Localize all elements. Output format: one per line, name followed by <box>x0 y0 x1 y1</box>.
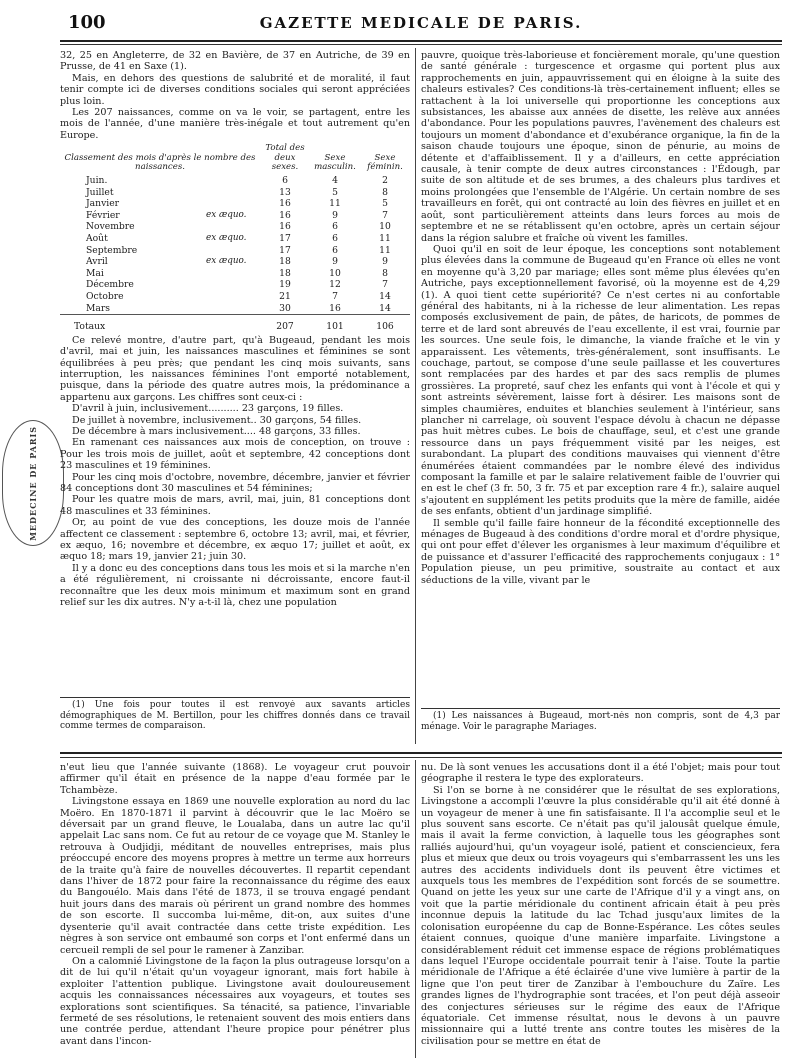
table-body <box>60 175 410 333</box>
female-cell: 9 <box>382 256 388 268</box>
paragraph: Livingstone essaya en 1869 une nouvelle exploration au nord du lac Moëro. En 1870-1871 il parvint à découvrir que le lac Moëro se déversait par un grand fleuve, le Loualaba, dans un autre lac qu'il appelait Lac sans nom. Ce fut au retour de ce voyage que M. Stanley le retrouva à Oudjidji, méditant de nouvelles entreprises, mais plus préoccupé encore des moyens propres à mettre un terme aux horreurs de la traite qu'à faire de nouvelles découvertes. Il repartit cependant dans l'hiver de 1872 pour faire la reconnaissance du régime des eaux du Bangouélo. Mais dans l'été de 1873, il se trouva engagé pendant huit jours dans des marais où périrent un grand nombre des hommes de son escorte. Il succomba lui-même, dit-on, aux suites d'une dysenterie qu'il avait contractée dans cette triste expédition. Les nègres à son service ont embaumé son corps et l'ont enfermé dans un cercueil rempli de sel pour le ramener à Zanzibar. <box>60 796 410 956</box>
total-cell: 30 <box>279 302 291 314</box>
month-cell: Mai <box>86 267 104 279</box>
month-cell: Mars <box>86 302 110 314</box>
table-row <box>60 198 410 210</box>
female-cell: 8 <box>382 267 388 279</box>
table-row <box>60 245 410 257</box>
column-header: Classement des mois d'après le nombre des naissances. <box>64 152 256 173</box>
note-cell <box>204 303 260 315</box>
footnote: (1) Une fois pour toutes il est renvoyé aux savants articles démographiques de M. Bertillon, pour les chiffres donnés dans ce travail comme termes de comparaison. <box>60 700 410 732</box>
male-cell: 10 <box>329 267 341 279</box>
page-header <box>60 12 782 38</box>
paragraph: nu. De là sont venues les accusations dont il a été l'objet; mais pour tout géographe il restera le type des explorateurs. <box>421 762 780 785</box>
note-cell <box>204 198 260 210</box>
month-cell: Juin. <box>86 175 108 187</box>
table-row <box>60 268 410 280</box>
paragraph: Mais, en dehors des questions de salubrité et de moralité, il faut tenir compte ici de diverses conditions sociales qui seront appréciées plus loin. <box>60 72 410 107</box>
total-label-cell: Totaux <box>60 315 204 333</box>
library-stamp <box>2 420 64 546</box>
total-cell: 13 <box>279 186 291 198</box>
paragraph: Pour les cinq mois d'octobre, novembre, décembre, janvier et février 84 conceptions dont 30 masculines et 54 féminines; <box>60 471 410 495</box>
month-cell: Avril <box>86 256 108 268</box>
female-cell: 5 <box>382 198 388 210</box>
female-cell: 7 <box>382 279 388 291</box>
table-row <box>60 187 410 199</box>
female-cell: 11 <box>379 244 391 256</box>
female-cell: 14 <box>379 290 391 302</box>
stamp-label: MEDECINE DE PARIS <box>28 425 38 541</box>
paragraph: Quoi qu'il en soit de leur époque, les conceptions sont notablement plus élevées dans la commune de Bugeaud qu'en France où elles ne vont en moyenne qu'à 3,20 par mariage; elles sont même plus élevées qu'en Autriche, pays exceptionnellement favorisé, où la moyenne est de 4,29 (1). A quoi tient cette supériorité? Ce n'est certes ni au confortable général des habitants, ni à la richesse de leur alimentation. Les repas composés exclusivement de pain, de pâtes, de haricots, de pommes de terre et de lard sont abreuvés de l'eau excellente, il est vrai, fournie par les sources. Une seule fois, le dimanche, la viande fraîche et le vin y apparaissent. Les vêtements, très-généralement, sont insuffisants. Le couchage, partout, se compose d'une seule paillasse et les couvertures sont remplacées par des hardes et par des sacs remplis de plumes grossières. La propreté, sauf chez les enfants qui vont à l'école et qui y sont astreints sévèrement, laisse fort à désirer. Les maisons sont de simples chaumières, enduites et blanchies seulement à l'intérieur, sans plancher ni carrelage, où souvent l'espace dévolu à chacun ne dépasse pas huit mètres cubes. Le bois de chauffage, seul, et c'est une grande ressource dans un pays fréquemment visité par les neiges, est surabondant. La plupart des conditions mauvaises qui viennent d'être énumérées étaient commandées par le nombre élevé des individus composant la famille et par le salaire relativement faible de l'ouvrier qui en est le chef (3 fr. 50, 3 fr. 75 et par exception rare 4 fr.), salaire auquel s'ajoutent en supplément les petits produits que la mère de famille, aidée de ses enfants, obtient d'un jardinage simplifié. <box>421 243 780 518</box>
female-cell: 106 <box>360 315 410 333</box>
table-row <box>60 256 410 268</box>
month-cell: Février <box>86 209 120 221</box>
section-rule-thin <box>60 757 782 758</box>
paragraph: Il semble qu'il faille faire honneur de la fécondité exceptionnelle des ménages de Bugeaud à des conditions d'ordre moral et d'ordre physique, qui ont pour effet d'élever les organismes à leur maximum d'équilibre et de puissance et d'assurer l'efficacité des rapprochements conjugaux : 1° Population pieuse, un peu primitive, soustraite au contact et aux séductions de la ville, vivant par le <box>421 517 780 586</box>
male-cell: 9 <box>332 209 338 221</box>
total-cell: 16 <box>279 198 291 210</box>
header-rule-thin <box>60 44 782 45</box>
paragraph: Or, au point de vue des conceptions, les douze mois de l'année affectent ce classement : septembre 6, octobre 13; avril, mai, et février, ex æquo, 16; novembre et décembre, ex æquo 17; juillet et août, ex æquo 18; mars 19, janvier 21; juin 30. <box>60 517 410 563</box>
paragraph: Si l'on se borne à ne considérer que le résultat de ses explorations, Livingstone a accompli l'œuvre la plus considérable qu'il ait été donné à un voyageur de mener à une fin satisfaisante. Il l'a accomplie seul et le plus souvent sans escorte. Ce n'était pas qu'il jalousât quelque émule, mais il avait la ferme conviction, à laquelle tous les géographes sont ralliés aujourd'hui, qu'un voyageur isolé, patient et consciencieux, fera plus et mieux que deux ou trois voyageurs qui s'embarrassent les uns les autres des accidents individuels dont ils peuvent être victimes et auxquels tous les membres de l'expédition sont forcés de se soumettre. Quand on jette les yeux sur une carte de l'Afrique d'il y a vingt ans, on voit que la partie méridionale du continent africain était à peu près inconnue depuis la latitude du lac Tchad jusqu'aux limites de la colonisation européenne du cap de Bonne-Espérance. Les côtes seules étaient connues, quoique d'une manière imparfaite. Livingstone a considérablement réduit cet immense espace de régions problématiques dans lequel l'Europe occidentale pourrait tenir à l'aise. Toute la partie méridionale de l'Afrique a été éclairée d'une vive lumière à partir de la ligne que l'on peut tirer de Zanzibar à l'embouchure du Zaïre. Les grandes lignes de l'hydrographie sont tracées, et l'on peut déjà asseoir des conjectures sérieuses sur le régime des eaux de l'Afrique équatoriale. Cet immense résultat, nous le devons à un pauvre missionnaire qui a lutté trente ans contre toutes les misères de la civilisation pour se mettre en état de <box>421 784 780 1047</box>
spacer-cell <box>204 315 260 333</box>
page-number: 100 <box>68 12 106 33</box>
paragraph: On a calomnié Livingstone de la façon la plus outrageuse lorsqu'on a dit de lui qu'il n'était qu'un voyageur ignorant, mais fort habile à exploiter l'attention publique. Livingstone avait douloureusement acquis les connaissances nécessaires aux voyageurs, et toutes ses explorations sont scientifiques. Sa ténacité, sa patience, l'invariable fermeté de ses résolutions, le retenaient souvent des mois entiers dans une contrée perdue, attendant l'heure propice pour pénétrer plus avant dans l'incon- <box>60 955 410 1047</box>
male-cell: 7 <box>332 290 338 302</box>
month-cell: Janvier <box>86 198 120 210</box>
column-header: Sexe masculin. <box>314 152 356 173</box>
column-header: Total des deux sexes. <box>265 143 305 173</box>
table-row <box>60 210 410 222</box>
column-header: Sexe féminin. <box>367 152 403 173</box>
male-cell: 5 <box>332 186 338 198</box>
female-cell: 14 <box>379 302 391 314</box>
note-cell: ex æquo. <box>206 209 247 220</box>
table-total-row <box>60 315 410 333</box>
male-cell: 12 <box>329 279 341 291</box>
total-cell: 16 <box>279 209 291 221</box>
male-cell: 16 <box>329 302 341 314</box>
paragraph: 32, 25 en Angleterre, de 32 en Bavière, de 37 en Autriche, de 39 en Prusse, de 41 en Saxe (1). <box>60 50 410 73</box>
note-cell: ex æquo. <box>206 256 247 267</box>
upper-right-column <box>421 50 780 705</box>
month-cell: Décembre <box>86 279 134 291</box>
summary-line: De décembre à mars inclusivement.... 48 garçons, 33 filles. <box>72 426 361 437</box>
total-cell: 17 <box>279 233 291 244</box>
column-divider-lower <box>415 760 416 1058</box>
total-cell: 18 <box>279 256 291 268</box>
table-row <box>60 279 410 291</box>
upper-right-footnote <box>421 711 780 744</box>
footnote: (1) Les naissances à Bugeaud, mort-nés non compris, sont de 4,3 par ménage. Voir le paragraphe Mariages. <box>421 711 780 732</box>
male-cell: 6 <box>332 233 338 244</box>
upper-left-column <box>60 50 410 695</box>
month-cell: Septembre <box>86 244 138 256</box>
paragraph: Pour les quatre mois de mars, avril, mai, juin, 81 conceptions dont 48 masculines et 33 féminines. <box>60 494 410 517</box>
paragraph: Les 207 naissances, comme on va le voir, se partagent, entre les mois de l'année, d'une manière très-inégale et tout autrement qu'en Europe. <box>60 107 410 141</box>
table-row <box>60 221 410 233</box>
month-cell: Juillet <box>86 186 114 198</box>
upper-left-footnote <box>60 700 410 744</box>
male-cell: 6 <box>332 221 338 233</box>
journal-title: GAZETTE MEDICALE DE PARIS. <box>259 14 583 32</box>
note-cell <box>204 291 260 303</box>
month-cell: Août <box>86 233 108 244</box>
total-cell: 18 <box>279 267 291 279</box>
table-header-row <box>60 144 410 175</box>
table-row <box>60 175 410 187</box>
female-cell: 7 <box>382 209 388 221</box>
lower-left-column <box>60 762 410 1058</box>
table-row <box>60 303 410 315</box>
note-cell <box>204 187 260 199</box>
total-cell: 19 <box>279 279 291 291</box>
lower-right-column <box>421 762 780 1058</box>
male-cell: 101 <box>310 315 360 333</box>
note-cell <box>204 175 260 187</box>
footnote-rule-right <box>421 708 780 709</box>
header-rule <box>60 40 782 42</box>
summary-line: D'avril à juin, inclusivement.......... 23 garçons, 19 filles. <box>72 403 344 415</box>
male-cell: 4 <box>332 175 338 187</box>
note-cell <box>204 279 260 291</box>
paragraph: pauvre, quoique très-laborieuse et foncièrement morale, qu'une question de santé générale : turgescence et orgasme qui portent plus aux rapprochements en juin, appauvrissement qui en éloigne à la suite des chaleurs estivales? Ces conditions-là très-certainement influent; elles se rattachent à la loi universelle qui proportionne les conceptions aux subsistances, les abaisse aux années de disette, les relève aux années d'abondance. Pour les populations pauvres, l'avènement des chaleurs est toujours un moment d'abondance et d'exubérance organique, la fin de la saison chaude toujours une époque, sinon de pénurie, au moins de détente et d'affaiblissement. Il y a d'ailleurs, en cette appréciation causale, à tenir compte de deux autres circonstances : l'Édough, par suite de son altitude et de ses brumes, a des chaleurs plus tardives et moins prolongées que l'ensemble de l'Algérie. Un certain nombre de ses travailleurs en forêt, qui ont contracté au loin des fièvres en juillet et en août, sont particulièrement atteints dans leurs forces au mois de septembre et ne se rétablissent qu'en octobre, après un certain séjour dans la région salubre et fraîche où vivent les familles. <box>421 50 780 244</box>
total-cell: 207 <box>260 315 310 333</box>
footnote-rule-left <box>60 697 410 698</box>
month-cell: Novembre <box>86 221 135 233</box>
section-rule <box>60 752 782 754</box>
note-cell <box>204 245 260 257</box>
male-cell: 9 <box>332 256 338 268</box>
note-cell: ex æquo. <box>206 233 247 243</box>
female-cell: 8 <box>382 186 388 198</box>
births-by-month-table <box>60 144 410 333</box>
table-row <box>60 291 410 303</box>
total-cell: 21 <box>279 290 291 302</box>
month-cell: Octobre <box>86 290 124 302</box>
male-cell: 6 <box>332 244 338 256</box>
total-cell: 16 <box>279 221 291 233</box>
summary-line: De juillet à novembre, inclusivement.. 30 garçons, 54 filles. <box>72 414 362 426</box>
paragraph: Il y a donc eu des conceptions dans tous les mois et si la marche n'en a été régulièrement, ni croissante ni décroissante, encore faut-il reconnaître que les deux mois minimum et maximum sont en grand relief sur les dix autres. N'y a-t-il là, chez une population <box>60 562 410 609</box>
female-cell: 10 <box>379 221 391 233</box>
female-cell: 2 <box>382 175 388 187</box>
column-divider-upper <box>415 48 416 744</box>
paragraph: Ce relevé montre, d'autre part, qu'à Bugeaud, pendant les mois d'avril, mai et juin, les naissances masculines et féminines se sont équilibrées à peu près; que pendant les cinq mois suivants, sans interruption, les naissances féminines l'ont emporté notablement, puisque, dans la période des quatre autres mois, la prédominance a appartenu aux garçons. Les chiffres sont ceux-ci : <box>60 334 410 403</box>
total-cell: 17 <box>279 244 291 256</box>
note-cell <box>204 268 260 280</box>
note-cell <box>204 221 260 233</box>
table-row <box>60 233 410 245</box>
paragraph: En ramenant ces naissances aux mois de conception, on trouve : Pour les trois mois de juillet, août et septembre, 42 conceptions dont 23 masculines et 19 féminines. <box>60 437 410 472</box>
male-cell: 11 <box>329 198 341 210</box>
paragraph: n'eut lieu que l'année suivante (1868). Le voyageur crut pouvoir affirmer qu'il était en présence de la nappe d'eau formée par le Tchambèze. <box>60 762 410 796</box>
total-cell: 6 <box>282 175 288 187</box>
female-cell: 11 <box>379 233 391 244</box>
